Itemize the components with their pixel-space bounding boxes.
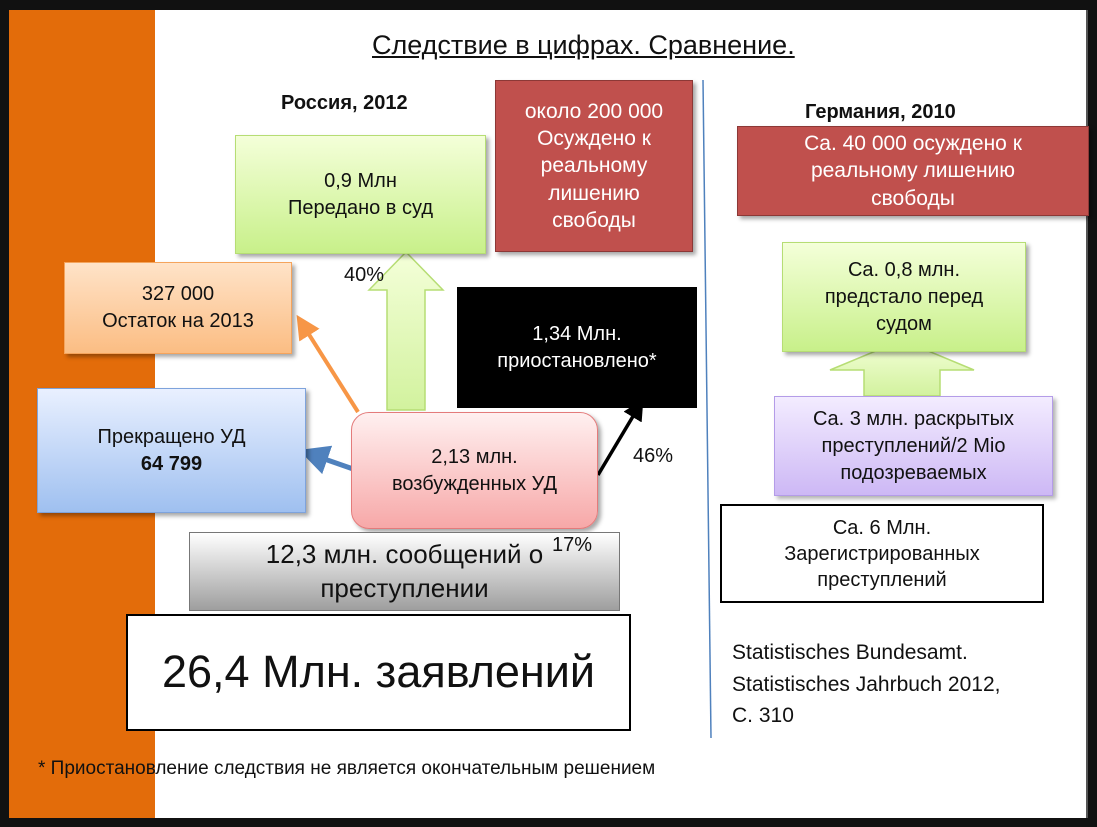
russia-convicted-text-3: лишению [548, 181, 640, 205]
russia-convicted-box [495, 80, 693, 252]
page-title: Следствие в цифрах. Сравнение. [372, 30, 795, 60]
arrow-to-suspended [598, 408, 638, 475]
russia-remainder-value: 327 000 [141, 283, 215, 305]
russia-convicted-text-1: Осуждено к [537, 127, 651, 151]
russia-suspended-value: 1,34 Млн. [532, 322, 622, 345]
germany-trial-value: Ca. 0,8 млн. [847, 258, 961, 281]
pct-court: 40% [344, 264, 385, 286]
russia-applications-value: 26,4 Млн. заявлений [162, 646, 595, 698]
russia-opened-label: возбужденных УД [391, 472, 558, 495]
russia-terminated-value: 64 799 [140, 452, 203, 475]
germany-solved-text-2: подозреваемых [840, 461, 987, 484]
germany-convicted-text-2: свободы [871, 186, 955, 210]
germany-registered-box [720, 504, 1044, 603]
russia-remainder-box [64, 262, 292, 354]
source-citation [732, 637, 1001, 732]
russia-convicted-text-2: реальному [540, 154, 648, 178]
germany-header: Германия, 2010 [805, 101, 956, 123]
germany-convicted-value: Ca. 40 000 осуждено к [804, 132, 1022, 156]
pct-suspended: 46% [633, 445, 674, 467]
russia-court-value: 0,9 Млн [324, 169, 397, 192]
russia-terminated-label: Прекращено УД [97, 425, 246, 448]
germany-solved-text-1: преступлений/2 Mio [821, 434, 1006, 457]
russia-terminated-box [37, 388, 306, 513]
germany-registered-text-2: преступлений [817, 568, 947, 591]
germany-trial-box [782, 242, 1026, 352]
germany-convicted-box [737, 126, 1089, 216]
germany-solved-box [774, 396, 1053, 496]
germany-trial-text-2: судом [876, 312, 932, 335]
source-line-1: Statistisches Bundesamt. [732, 641, 968, 664]
pct-opened: 17% [552, 534, 593, 556]
russia-suspended-box [457, 287, 697, 408]
footnote: * Приостановление следствия не является окончательным решением [38, 758, 656, 779]
russia-court-box [235, 135, 486, 254]
russia-opened-value: 2,13 млн. [431, 445, 518, 468]
source-line-3: С. 310 [732, 704, 794, 727]
russia-suspended-label: приостановлено* [497, 349, 657, 372]
germany-trial-text-1: предстало перед [824, 285, 984, 308]
divider-line [703, 80, 711, 738]
germany-convicted-text-1: реальному лишению [810, 159, 1016, 183]
russia-convicted-value: около 200 000 [524, 99, 664, 123]
arrow-to-remainder [303, 325, 358, 412]
russia-court-label: Передано в суд [287, 196, 433, 219]
source-line-2: Statistisches Jahrbuch 2012, [732, 672, 1001, 696]
russia-header: Россия, 2012 [281, 92, 408, 114]
germany-solved-value: Ca. 3 млн. раскрытых [813, 407, 1014, 430]
germany-registered-value: Ca. 6 Млн. [832, 516, 932, 539]
russia-remainder-label: Остаток на 2013 [102, 310, 254, 332]
russia-applications-box [126, 614, 631, 731]
russia-reports-value: 12,3 млн. сообщений о [265, 538, 544, 569]
arrow-to-terminated [313, 455, 356, 470]
russia-reports-label: преступлении [320, 572, 489, 603]
germany-registered-text-1: Зарегистрированных [784, 542, 980, 565]
russia-convicted-text-4: свободы [552, 208, 636, 232]
russia-opened-box [351, 412, 598, 529]
